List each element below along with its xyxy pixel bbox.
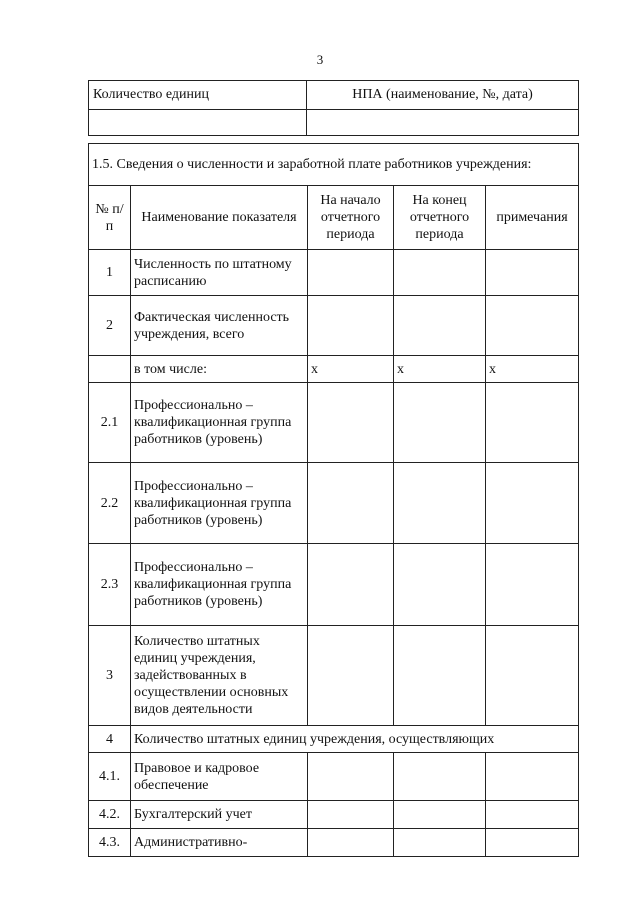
npa-header-row: [89, 81, 579, 110]
notes-x-mark: х: [486, 356, 579, 383]
notes-cell[interactable]: [486, 829, 579, 857]
notes-cell[interactable]: [486, 250, 579, 296]
end-x-mark: х: [394, 356, 486, 383]
row-label: в том числе:: [131, 356, 308, 383]
start-value-cell[interactable]: [308, 296, 394, 356]
staff-table: [88, 143, 579, 857]
end-value-cell[interactable]: [394, 829, 486, 857]
header-row: [89, 186, 579, 250]
end-value-cell[interactable]: [394, 463, 486, 544]
npa-empty-row: [89, 110, 579, 136]
end-value-cell[interactable]: [394, 753, 486, 801]
table-row: [89, 296, 579, 356]
end-value-cell[interactable]: [394, 801, 486, 829]
row-label: Бухгалтерский учет: [131, 801, 308, 829]
table-row: [89, 829, 579, 857]
notes-cell[interactable]: [486, 544, 579, 626]
start-value-cell[interactable]: [308, 801, 394, 829]
notes-cell[interactable]: [486, 753, 579, 801]
row-number: 4: [89, 726, 131, 753]
start-value-cell[interactable]: [308, 463, 394, 544]
row-number: 4.3.: [89, 829, 131, 857]
header-end: На конец отчетного периода: [394, 186, 486, 250]
table-row: [89, 726, 579, 753]
row-label: Количество штатных единиц учреждения, задействованных в осуществлении основных видов деятельности: [131, 626, 308, 726]
notes-cell[interactable]: [486, 626, 579, 726]
npa-header: НПА (наименование, №, дата): [307, 81, 579, 110]
header-num: № п/п: [89, 186, 131, 250]
end-value-cell[interactable]: [394, 383, 486, 463]
table-row: [89, 250, 579, 296]
row-number: 2.1: [89, 383, 131, 463]
row-label: Фактическая численность учреждения, всего: [131, 296, 308, 356]
row-number: 2.2: [89, 463, 131, 544]
header-notes: примечания: [486, 186, 579, 250]
units-count-header: Количество единиц: [89, 81, 307, 110]
end-value-cell[interactable]: [394, 626, 486, 726]
start-value-cell[interactable]: [308, 829, 394, 857]
page-number: 3: [316, 52, 324, 67]
table-row: [89, 383, 579, 463]
notes-cell[interactable]: [486, 463, 579, 544]
row-label: Численность по штатному расписанию: [131, 250, 308, 296]
start-x-mark: х: [308, 356, 394, 383]
section-title-row: [89, 144, 579, 186]
start-value-cell[interactable]: [308, 544, 394, 626]
row-label: Количество штатных единиц учреждения, осуществляющих: [131, 726, 579, 753]
section-title: 1.5. Сведения о численности и заработной плате работников учреждения:: [89, 144, 579, 186]
start-value-cell[interactable]: [308, 250, 394, 296]
notes-cell[interactable]: [486, 801, 579, 829]
table-row: [89, 753, 579, 801]
notes-cell[interactable]: [486, 383, 579, 463]
row-number: 2.3: [89, 544, 131, 626]
start-value-cell[interactable]: [308, 753, 394, 801]
notes-cell[interactable]: [486, 296, 579, 356]
row-label: Профессионально – квалификационная группа работников (уровень): [131, 463, 308, 544]
row-number: [89, 356, 131, 383]
table-row: [89, 626, 579, 726]
row-label: Профессионально – квалификационная группа работников (уровень): [131, 383, 308, 463]
row-number: 4.2.: [89, 801, 131, 829]
row-label: Профессионально – квалификационная группа работников (уровень): [131, 544, 308, 626]
start-value-cell[interactable]: [308, 383, 394, 463]
table-row: [89, 463, 579, 544]
row-number: 3: [89, 626, 131, 726]
row-number: 1: [89, 250, 131, 296]
table-row: [89, 356, 579, 383]
end-value-cell[interactable]: [394, 544, 486, 626]
header-start: На начало отчетного периода: [308, 186, 394, 250]
table-row: [89, 544, 579, 626]
start-value-cell[interactable]: [308, 626, 394, 726]
header-name: Наименование показателя: [131, 186, 308, 250]
row-label: Правовое и кадровое обеспечение: [131, 753, 308, 801]
end-value-cell[interactable]: [394, 250, 486, 296]
row-label: Административно-: [131, 829, 308, 857]
units-count-cell[interactable]: [89, 110, 307, 136]
npa-table: [88, 80, 579, 136]
end-value-cell[interactable]: [394, 296, 486, 356]
row-number: 4.1.: [89, 753, 131, 801]
npa-cell[interactable]: [307, 110, 579, 136]
row-number: 2: [89, 296, 131, 356]
table-row: [89, 801, 579, 829]
